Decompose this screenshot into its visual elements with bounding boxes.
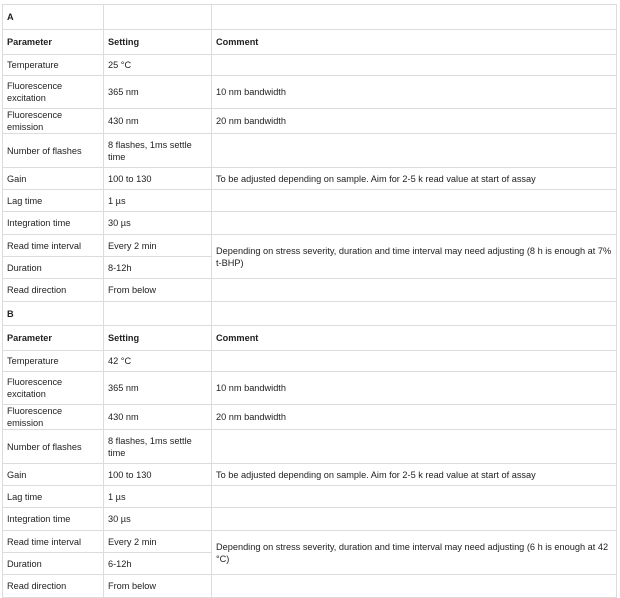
parameter-cell: Read time interval (3, 531, 104, 553)
empty-cell (104, 302, 212, 326)
setting-cell: 30 µs (104, 508, 212, 531)
comment-cell: 10 nm bandwidth (212, 76, 617, 109)
section-b-header-row (3, 326, 617, 351)
setting-cell: 100 to 130 (104, 464, 212, 486)
table-row (3, 279, 617, 302)
table-row (3, 168, 617, 190)
parameters-table (2, 4, 617, 598)
parameter-cell: Read direction (3, 279, 104, 302)
setting-cell: 100 to 130 (104, 168, 212, 190)
table-row (3, 464, 617, 486)
table-row (3, 575, 617, 598)
table-row (3, 212, 617, 235)
setting-cell: 430 nm (104, 405, 212, 430)
parameter-cell: Read direction (3, 575, 104, 598)
empty-cell (104, 5, 212, 30)
setting-cell: Every 2 min (104, 531, 212, 553)
setting-cell: 365 nm (104, 76, 212, 109)
comment-cell (212, 575, 617, 598)
table-row (3, 531, 617, 553)
comment-cell: To be adjusted depending on sample. Aim for 2-5 k read value at start of assay (212, 168, 617, 190)
comment-cell (212, 486, 617, 508)
comment-cell (212, 212, 617, 235)
setting-cell: 6-12h (104, 553, 212, 575)
parameter-cell: Integration time (3, 212, 104, 235)
comment-cell: Depending on stress severity, duration and time interval may need adjusting (8 h is enough at 7% t-BHP) (212, 235, 617, 279)
section-a-header-row (3, 30, 617, 55)
comment-cell: To be adjusted depending on sample. Aim for 2-5 k read value at start of assay (212, 464, 617, 486)
empty-cell (212, 302, 617, 326)
comment-cell (212, 508, 617, 531)
comment-cell (212, 134, 617, 168)
table-row (3, 486, 617, 508)
parameter-cell: Integration time (3, 508, 104, 531)
column-header-parameter: Parameter (3, 30, 104, 55)
column-header-comment: Comment (212, 30, 617, 55)
parameter-cell: Fluorescence emission (3, 405, 104, 430)
table-row (3, 76, 617, 109)
setting-cell: 1 µs (104, 190, 212, 212)
column-header-setting: Setting (104, 326, 212, 351)
setting-cell: Every 2 min (104, 235, 212, 257)
column-header-setting: Setting (104, 30, 212, 55)
table-row (3, 430, 617, 464)
column-header-comment: Comment (212, 326, 617, 351)
section-a-label: A (3, 5, 104, 30)
comment-cell (212, 430, 617, 464)
table-row (3, 372, 617, 405)
parameter-cell: Fluorescence emission (3, 109, 104, 134)
section-b-label-row (3, 302, 617, 326)
table-row (3, 508, 617, 531)
setting-cell: 365 nm (104, 372, 212, 405)
table-row (3, 235, 617, 257)
parameter-cell: Number of flashes (3, 430, 104, 464)
parameter-cell: Fluorescence excitation (3, 372, 104, 405)
table-row (3, 109, 617, 134)
parameter-cell: Lag time (3, 190, 104, 212)
column-header-parameter: Parameter (3, 326, 104, 351)
comment-cell (212, 351, 617, 372)
table-row (3, 134, 617, 168)
table-row (3, 405, 617, 430)
setting-cell: From below (104, 279, 212, 302)
parameter-cell: Duration (3, 257, 104, 279)
table-row (3, 190, 617, 212)
comment-cell (212, 55, 617, 76)
parameter-cell: Fluorescence excitation (3, 76, 104, 109)
setting-cell: From below (104, 575, 212, 598)
section-a-label-row (3, 5, 617, 30)
comment-cell: 20 nm bandwidth (212, 405, 617, 430)
section-b-label: B (3, 302, 104, 326)
empty-cell (212, 5, 617, 30)
parameter-cell: Number of flashes (3, 134, 104, 168)
table-row (3, 351, 617, 372)
table-row (3, 55, 617, 76)
parameter-cell: Read time interval (3, 235, 104, 257)
parameter-cell: Temperature (3, 55, 104, 76)
parameter-cell: Lag time (3, 486, 104, 508)
parameter-cell: Gain (3, 464, 104, 486)
setting-cell: 8 flashes, 1ms settle time (104, 430, 212, 464)
comment-cell (212, 279, 617, 302)
parameter-cell: Duration (3, 553, 104, 575)
setting-cell: 1 µs (104, 486, 212, 508)
comment-cell: 10 nm bandwidth (212, 372, 617, 405)
setting-cell: 430 nm (104, 109, 212, 134)
setting-cell: 8-12h (104, 257, 212, 279)
comment-cell: Depending on stress severity, duration and time interval may need adjusting (6 h is enough at 42 °C) (212, 531, 617, 575)
comment-cell (212, 190, 617, 212)
setting-cell: 30 µs (104, 212, 212, 235)
comment-cell: 20 nm bandwidth (212, 109, 617, 134)
setting-cell: 42 °C (104, 351, 212, 372)
parameter-cell: Temperature (3, 351, 104, 372)
setting-cell: 25 °C (104, 55, 212, 76)
parameter-cell: Gain (3, 168, 104, 190)
setting-cell: 8 flashes, 1ms settle time (104, 134, 212, 168)
